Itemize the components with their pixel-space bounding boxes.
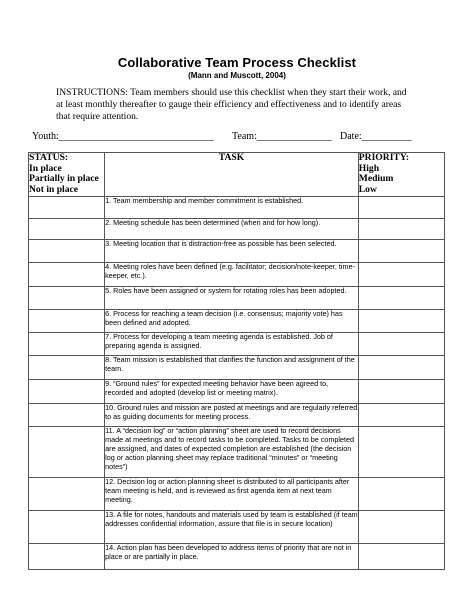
table-row [29, 478, 445, 511]
priority-cell[interactable] [358, 219, 444, 240]
priority-cell[interactable] [358, 544, 444, 570]
task-cell [105, 240, 359, 263]
task-text: 6. Process for reaching a team decision (i.e. consensus; majority vote) has been defined and adopted. [105, 309, 343, 327]
document-citation: (Mann and Muscott, 2004) [188, 71, 286, 80]
task-cell [105, 287, 359, 310]
status-cell[interactable] [29, 310, 105, 333]
document-title: Collaborative Team Process Checklist [117, 55, 357, 70]
status-cell[interactable] [29, 511, 105, 544]
status-cell[interactable] [29, 263, 105, 287]
priority-cell[interactable] [358, 404, 444, 427]
task-header: TASK [105, 153, 359, 197]
task-text: 3. Meeting location that is distraction-free as possible has been selected. [105, 239, 337, 248]
status-option-in-place: In place [29, 162, 62, 174]
status-cell[interactable] [29, 287, 105, 310]
priority-header-label: PRIORITY: [358, 152, 410, 163]
status-cell[interactable] [29, 544, 105, 570]
priority-cell[interactable] [358, 380, 444, 404]
task-cell [105, 310, 359, 333]
table-row [29, 356, 445, 380]
status-cell[interactable] [29, 219, 105, 240]
status-cell[interactable] [29, 333, 105, 356]
table-row [29, 333, 445, 356]
priority-cell[interactable] [358, 263, 444, 287]
task-text: 14. Action plan has been developed to address items of priority that are not in place or are partially in place. [105, 543, 352, 561]
task-text: 7. Process for developing a team meeting agenda is established. Job of preparing agenda is assigned. [105, 332, 333, 350]
task-cell [105, 263, 359, 287]
status-cell[interactable] [29, 197, 105, 219]
task-text: 1. Team membership and member commitment is established. [105, 196, 304, 205]
priority-cell[interactable] [358, 356, 444, 380]
status-cell[interactable] [29, 240, 105, 263]
task-cell [105, 511, 359, 544]
table-row [29, 240, 445, 263]
youth-field[interactable]: Youth:_______________________________ [32, 131, 214, 142]
task-cell [105, 380, 359, 404]
table-row [29, 263, 445, 287]
task-cell [105, 427, 359, 478]
task-text: 12. Decision log or action planning sheet is distributed to all participants after team meeting is held, and is reviewed as first agenda item at next team meeting. [105, 477, 350, 504]
status-cell[interactable] [29, 427, 105, 478]
status-cell[interactable] [29, 478, 105, 511]
team-field[interactable]: Team:_______________ [232, 131, 332, 142]
priority-option-low: Low [358, 183, 377, 195]
task-cell [105, 544, 359, 570]
priority-option-medium: Medium [358, 173, 394, 185]
priority-option-high: High [358, 162, 380, 174]
table-row [29, 219, 445, 240]
status-cell[interactable] [29, 380, 105, 404]
task-text: 10. Ground rules and mission are posted at meetings and are regularly referred to as guiding documents for meeting process. [105, 403, 358, 421]
task-cell [105, 356, 359, 380]
priority-cell[interactable] [358, 333, 444, 356]
checklist-table [28, 152, 445, 570]
table-row [29, 511, 445, 544]
task-text: 9. “Ground rules” for expected meeting behavior have been agreed to, recorded and adopted (develop list or meeting matrix). [105, 379, 329, 397]
task-text: 4. Meeting roles have been defined (e.g. facilitator; decision/note-keeper, time-keeper, etc.). [105, 262, 355, 280]
priority-cell[interactable] [358, 478, 444, 511]
task-text: 11. A “decision log” or “action planning” sheet are used to record decisions made at meetings and to record tasks to be completed. Tasks to be completed are assigned, and dates of expected completion are established (the decision log or action planning sheet may replace traditional “minutes” or “meeting notes”) [105, 426, 354, 471]
task-cell [105, 197, 359, 219]
task-cell [105, 478, 359, 511]
table-row [29, 380, 445, 404]
task-text: 8. Team mission is established that clarifies the function and assignment of the team. [105, 355, 355, 373]
table-row [29, 404, 445, 427]
priority-cell[interactable] [358, 287, 444, 310]
task-text: 2. Meeting schedule has been determined (when and for how long). [105, 218, 321, 227]
task-text: 5. Roles have been assigned or system for rotating roles has been adopted. [105, 286, 347, 295]
table-row [29, 427, 445, 478]
status-cell[interactable] [29, 356, 105, 380]
table-row [29, 287, 445, 310]
priority-cell[interactable] [358, 427, 444, 478]
priority-cell[interactable] [358, 197, 444, 219]
instructions-text: INSTRUCTIONS: Team members should use this checklist when they start their work, and at least monthly thereafter to gauge their efficiency and effectiveness and to identify areas that require attention. [56, 87, 407, 122]
status-cell[interactable] [29, 404, 105, 427]
status-header-label: STATUS: [29, 152, 69, 163]
task-text: 13. A file for notes, handouts and materials used by team is established (if team addresses confidential information, assure that file is in secure location) [105, 510, 358, 528]
task-cell [105, 404, 359, 427]
priority-cell[interactable] [358, 240, 444, 263]
status-option-partially: Partially in place [29, 173, 99, 185]
priority-cell[interactable] [358, 310, 444, 333]
status-option-not-in-place: Not in place [29, 183, 79, 195]
table-row [29, 310, 445, 333]
priority-cell[interactable] [358, 511, 444, 544]
table-row [29, 197, 445, 219]
table-row [29, 544, 445, 570]
priority-header [358, 153, 444, 197]
status-header [29, 153, 105, 197]
table-header-row [29, 153, 445, 197]
date-field[interactable]: Date:__________ [340, 131, 412, 142]
task-cell [105, 333, 359, 356]
task-cell [105, 219, 359, 240]
